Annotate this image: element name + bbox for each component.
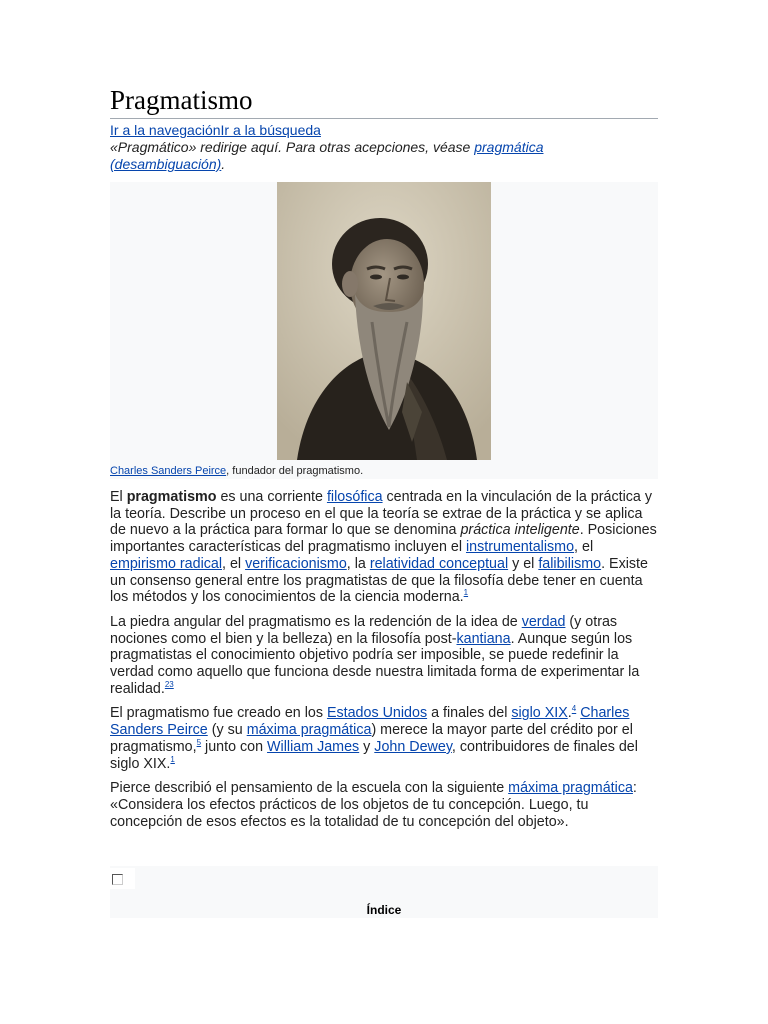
caption-text: , fundador del pragmatismo. xyxy=(226,465,364,477)
link-siglo-xix[interactable]: siglo XIX xyxy=(511,705,568,722)
link-charles-sanders-peirce[interactable]: Charles Sanders Peirce xyxy=(110,705,630,739)
paragraph-history xyxy=(110,705,658,772)
toc-title: Índice xyxy=(366,903,402,917)
text: es una corriente xyxy=(216,489,327,505)
text: (y otras nociones como el bien y la belleza) en la filosofía post- xyxy=(110,613,618,647)
hatnote-suffix: . xyxy=(221,156,226,172)
link-verificacionismo[interactable]: verificacionismo xyxy=(245,555,347,572)
text: . Posiciones importantes características del pragmatismo incluyen el xyxy=(110,522,657,556)
bold-term: pragmatismo xyxy=(126,489,217,505)
link-instrumentalismo[interactable]: instrumentalismo xyxy=(465,539,575,556)
toc-toggle-area xyxy=(110,868,135,889)
text: , contribuidores de finales del siglo XIX. xyxy=(110,738,638,772)
article xyxy=(110,84,658,838)
toc-toggle-checkbox[interactable] xyxy=(112,874,123,885)
reference-link[interactable]: 23 xyxy=(164,679,174,689)
link-empirismo-radical[interactable]: empirismo radical xyxy=(110,555,223,572)
hatnote-disambiguation-link[interactable]: pragmática (desambiguación) xyxy=(110,139,544,172)
reference-link[interactable]: 1 xyxy=(170,754,175,764)
text: El xyxy=(110,489,127,505)
text: , el xyxy=(222,555,246,572)
text: ) merece la mayor parte del crédito por el pragmatismo, xyxy=(110,722,633,755)
text: (y su xyxy=(207,722,247,739)
link-kantiana[interactable]: kantiana xyxy=(456,630,511,647)
text: La piedra angular del pragmatismo es la redención de la idea de xyxy=(110,613,522,630)
article-body xyxy=(110,489,658,830)
text: : «Considera los efectos prácticos de los objetos de tu concepción. Luego, tu concepción de esos efectos es la totalidad de tu concepción del objeto». xyxy=(110,780,637,830)
thumbnail-figure xyxy=(110,182,658,479)
page-title: Pragmatismo xyxy=(110,84,658,119)
portrait-image[interactable] xyxy=(277,182,491,460)
hatnote-text: «Pragmático» redirige aquí. Para otras acepciones, véase xyxy=(110,139,475,155)
link-verdad[interactable]: verdad xyxy=(521,613,566,630)
text: centrada en la vinculación de la práctica y la teoría. Describe un proceso en el que la teoría se extrae de la práctica y se aplica de nuevo a la práctica para formar lo que se denomina xyxy=(110,489,652,539)
table-of-contents xyxy=(110,866,658,918)
text: , la xyxy=(346,555,370,572)
jump-to-search-link[interactable]: Ir a la búsqueda xyxy=(220,122,321,138)
text: y el xyxy=(508,555,539,572)
link-maxima-pragmatica-2[interactable]: máxima pragmática xyxy=(508,780,633,797)
text: , el xyxy=(574,539,594,556)
link-john-dewey[interactable]: John Dewey xyxy=(374,738,452,755)
link-relatividad-conceptual[interactable]: relatividad conceptual xyxy=(369,555,509,572)
text: junto con xyxy=(201,738,268,755)
paragraph-maxim xyxy=(110,780,658,830)
text: El pragmatismo fue creado en los xyxy=(110,705,327,722)
text: Pierce describió el pensamiento de la escuela con la siguiente xyxy=(110,780,509,797)
jump-links xyxy=(110,122,658,139)
link-maxima-pragmatica[interactable]: máxima pragmática xyxy=(246,722,372,739)
text: a finales del xyxy=(427,705,512,722)
text: . xyxy=(567,705,572,722)
caption-peirce-link[interactable]: Charles Sanders Peirce xyxy=(110,465,227,477)
italic-term: práctica inteligente xyxy=(460,522,580,539)
reference-link[interactable]: 1 xyxy=(463,588,469,598)
link-estados-unidos[interactable]: Estados Unidos xyxy=(326,705,428,722)
link-filosofica[interactable]: filosófica xyxy=(326,489,383,505)
figure-caption xyxy=(110,465,363,478)
text: . Aunque según los pragmatistas el conocimiento objetivo podría ser imposible, se puede redefinir la verdad como aquello que funciona desde nuestra limitada forma de experimentar la realidad. xyxy=(110,630,640,697)
link-falibilismo[interactable]: falibilismo xyxy=(538,555,602,572)
paragraph-intro xyxy=(110,489,658,606)
text: y xyxy=(359,738,375,755)
hatnote xyxy=(110,139,658,173)
link-william-james[interactable]: William James xyxy=(267,738,360,755)
jump-to-navigation-link[interactable]: Ir a la navegación xyxy=(110,122,221,138)
text: . Existe un consenso general entre los pragmatistas de que la filosofía debe tener en cuenta los métodos y los conocimientos de la ciencia moderna. xyxy=(110,555,648,606)
paragraph-truth xyxy=(110,614,658,698)
reference-link[interactable]: 5 xyxy=(196,738,202,748)
reference-link[interactable]: 4 xyxy=(571,704,577,714)
